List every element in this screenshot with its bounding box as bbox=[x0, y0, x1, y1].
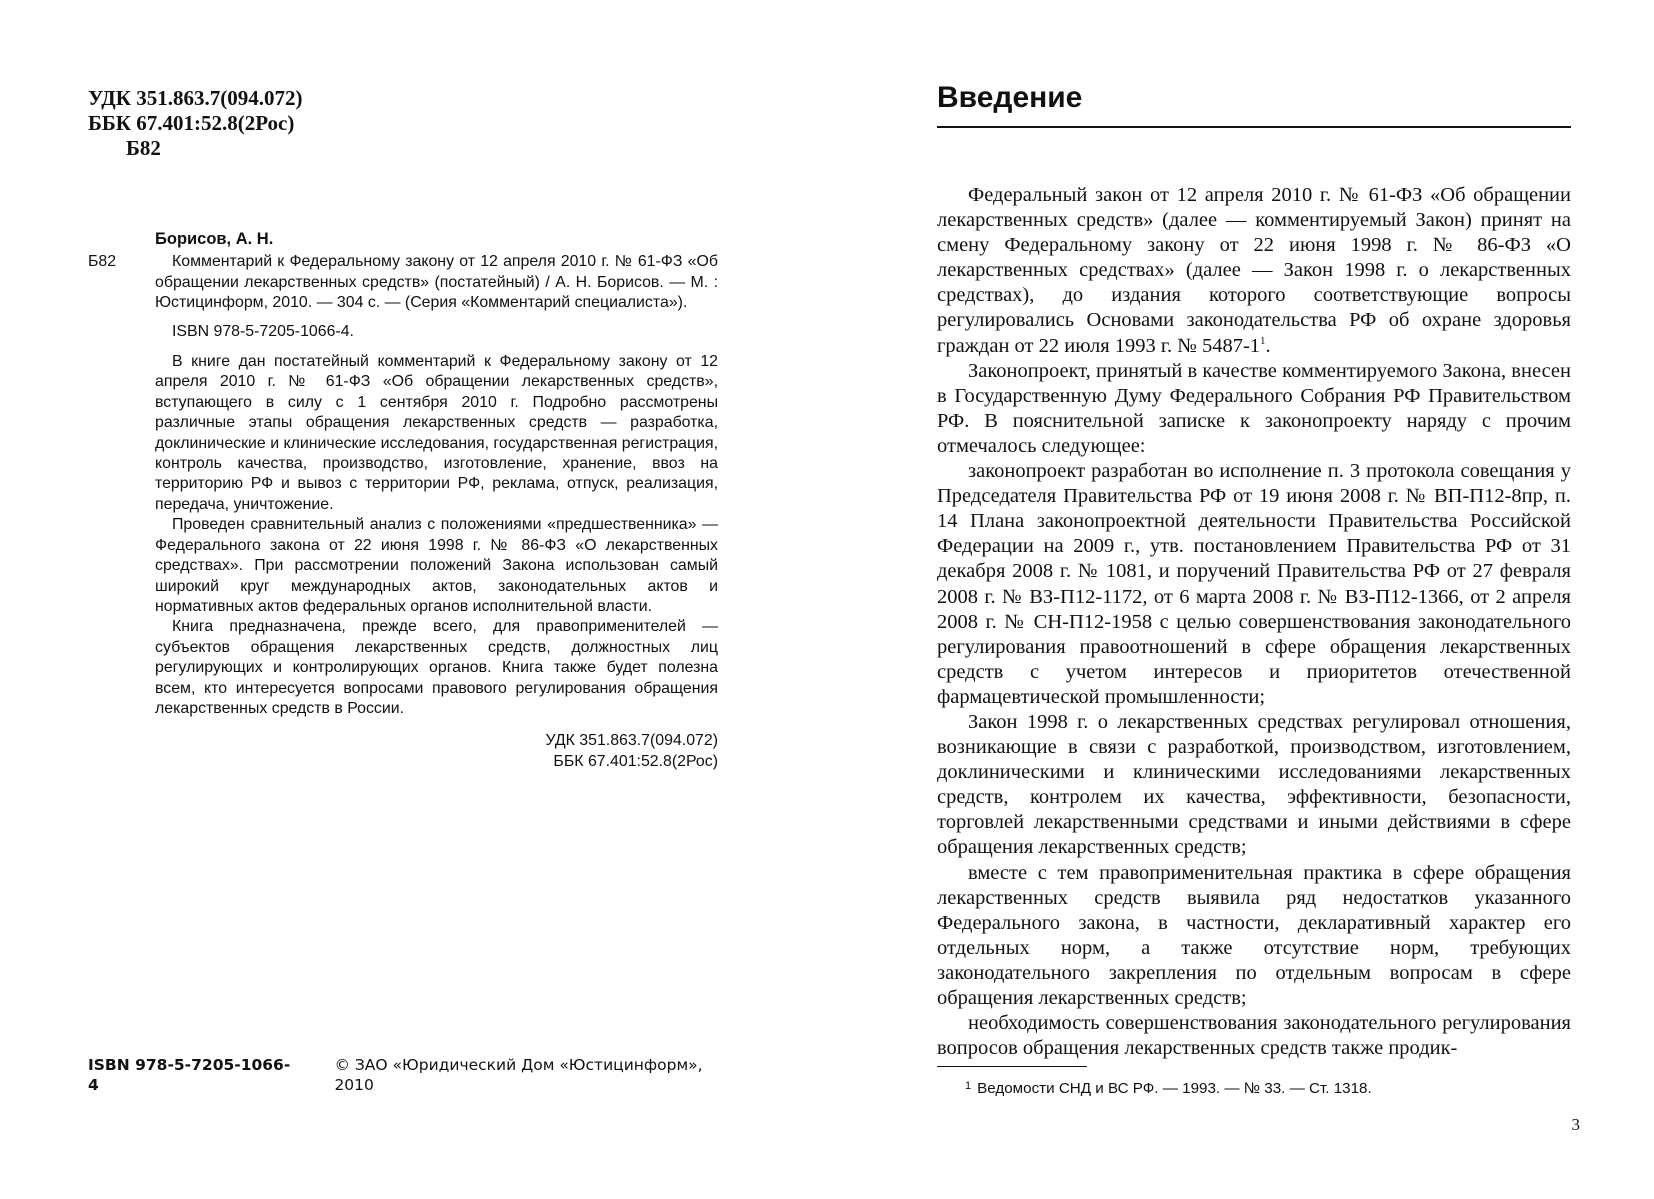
copyright-notice: © ЗАО «Юридический Дом «Юстицинформ», 2010 bbox=[334, 1056, 703, 1094]
catalog-card bbox=[88, 229, 718, 772]
body-paragraph: Закон 1998 г. о лекарственных средствах регулировал отношения, возникающие в связи с разработкой, производством, изготовлением, доклиническими и клиническими исследованиями лекарственных средств, контролем их качества, эффективности, безопасности, торговлей лекарственными средствами и иными действиями в сфере обращения лекарственных средств; bbox=[937, 710, 1571, 859]
catalog-isbn: ISBN 978-5-7205-1066-4. bbox=[172, 322, 354, 340]
footnote-reference[interactable]: 1 bbox=[1260, 334, 1266, 347]
annotation-paragraph: Проведен сравнительный анализ с положениями «предшественника» — Федерального закона от 22 июня 1998 г. № 86-ФЗ «О лекарственных средствах». При рассмотрении положений Закона использован самый широкий круг международных актов, законодательных актов и нормативных актов федеральных органов исполнительной власти. bbox=[155, 516, 718, 615]
catalog-entry bbox=[88, 252, 718, 772]
paragraph-text: Федеральный закон от 12 апреля 2010 г. № 61-ФЗ «Об обращении лекарственных средств» (далее — комментируемый Закон) принят на смену Федеральному закону от 22 июня 1998 г. № 86-ФЗ «О лекарственных средствах» (далее — Закон 1998 г. о лекарственных средствах), до издания которого соответствующие вопросы регулировались Основами законодательства РФ об охране здоровья граждан от 22 июля 1993 г. № 5487-1 bbox=[937, 184, 1571, 357]
body-paragraph: вместе с тем правоприменительная практика в сфере обращения лекарственных средств выявила ряд недостатков указанного Федерального закона, в частности, декларативный характер его отдельных норм, а также отсутствие норм, требующих законодательного закрепления по отдельным вопросам в сфере обращения лекарственных средств; bbox=[937, 861, 1571, 1009]
author-mark: Б82 bbox=[126, 136, 161, 160]
annotation-paragraph: Книга предназначена, прежде всего, для правоприменителей — субъектов обращения лекарственных средств, должностных лиц регулирующих и контролирующих органов. Книга также будет полезна всем, кто интересуется вопросами правового регулирования обращения лекарственных средств в России. bbox=[155, 618, 718, 717]
introduction-body bbox=[937, 183, 1571, 1061]
catalog-classification bbox=[155, 731, 718, 772]
catalog-body bbox=[155, 252, 718, 772]
paragraph-end: . bbox=[1265, 334, 1271, 357]
catalog-citation: Комментарий к Федеральному закону от 12 апреля 2010 г. № 61-ФЗ «Об обращении лекарственных средств» (постатейный) / А. Н. Борисов. — М. : Юстицинформ, 2010. — 304 с. — (Серия «Комментарий специалиста»). bbox=[155, 253, 718, 312]
page-number: 3 bbox=[1571, 1115, 1580, 1134]
classification-bbk: ББК 67.401:52.8(2Рос) bbox=[553, 752, 718, 770]
chapter-title: Введение bbox=[937, 81, 1083, 114]
body-paragraph: законопроект разработан во исполнение п. 3 протокола совещания у Председателя Правительства РФ от 19 июня 2008 г. № ВП-П12-8пр, п. 14 Плана законопроектной деятельности Правительства Российской Федерации на 2009 г., утв. постановлением Правительства РФ от 31 декабря 2008 г. № 1081, и поручений Правительства РФ от 27 февраля 2008 г. № ВЗ-П12-1172, от 6 марта 2008 г. № ВЗ-П12-1366, от 2 апреля 2008 г. № СН-П12-1958 с целью совершенствования законодательного регулирования правоотношений в сфере обращения лекарственных средств с учетом интересов и приоритетов отечественной фармацевтической промышленности; bbox=[937, 460, 1571, 708]
catalog-author: Борисов, А. Н. bbox=[155, 230, 274, 248]
bbk-code: ББК 67.401:52.8(2Рос) bbox=[88, 111, 295, 135]
footnote-divider bbox=[937, 1066, 1087, 1067]
imprint-footer bbox=[88, 1055, 738, 1095]
annotation-paragraph: В книге дан постатейный комментарий к Федеральному закону от 12 апреля 2010 г. № 61-ФЗ «Об обращении лекарственных средств», вступающего в силу с 1 сентября 2010 г. Подробно рассмотрены различные этапы обращения лекарственных средств — разработка, доклинические и клинические исследования, государственная регистрация, контроль качества, производство, изготовление, хранение, ввоз на территорию РФ и вывоз с территории РФ, реклама, отпуск, реализация, передача, уничтожение. bbox=[155, 353, 718, 513]
body-paragraph: необходимость совершенствования законодательного регулирования вопросов обращения лекарственных средств также продик- bbox=[937, 1012, 1571, 1060]
footnote-text: Ведомости СНД и ВС РФ. — 1993. — № 33. — Ст. 1318. bbox=[977, 1080, 1372, 1097]
udc-block bbox=[88, 86, 302, 161]
body-paragraph bbox=[937, 183, 1571, 359]
body-paragraph: Законопроект, принятый в качестве комментируемого Закона, внесен в Государственную Думу Федерального Собрания РФ Правительством РФ. В пояснительной записке к законопроекту наряду с прочим отмечалось следующее: bbox=[937, 359, 1571, 457]
catalog-code: Б82 bbox=[88, 253, 117, 271]
footer-isbn: ISBN 978-5-7205-1066-4 bbox=[88, 1056, 291, 1094]
footnote bbox=[965, 1076, 1565, 1099]
classification-udk: УДК 351.863.7(094.072) bbox=[545, 732, 718, 750]
title-divider bbox=[937, 126, 1571, 128]
footnote-mark: 1 bbox=[965, 1080, 972, 1092]
udk-code: УДК 351.863.7(094.072) bbox=[88, 86, 303, 110]
